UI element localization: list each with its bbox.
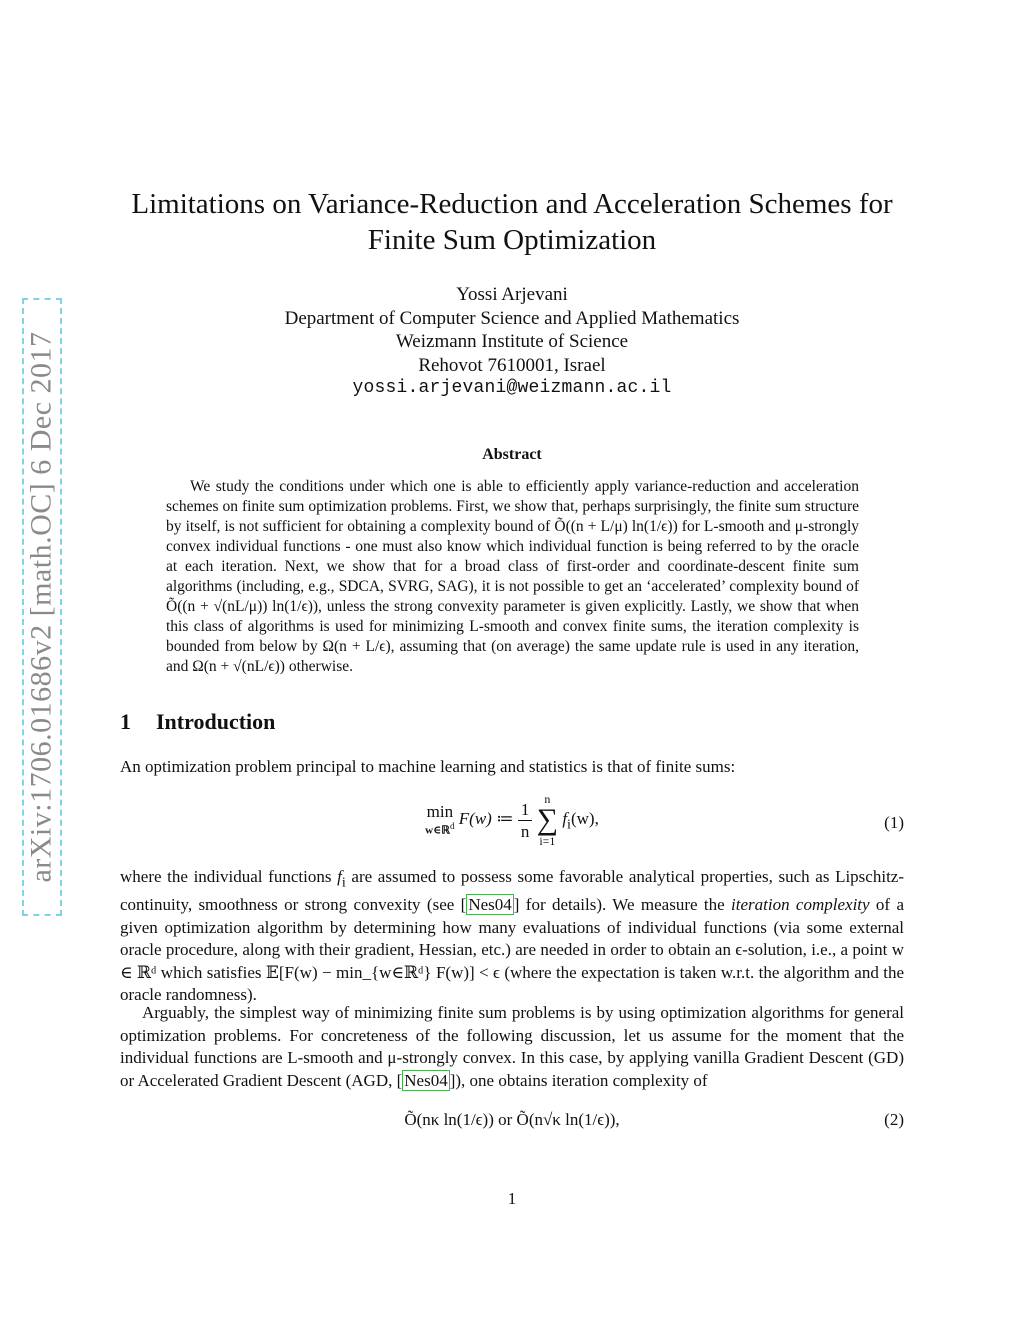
min-subscript-sup: d [449,821,455,832]
equation-1 [120,793,904,853]
author-name: Yossi Arjevani [456,284,568,305]
summand-subscript: i [567,816,571,833]
fraction-denominator: n [520,821,530,841]
sum-upper-limit: n [544,792,551,806]
citation-link[interactable]: Nes04 [404,1070,448,1090]
min-subscript-text: w∈ℝ [425,824,450,837]
p2-part-a: where the individual functions [120,867,338,886]
abstract [166,477,859,677]
intro-paragraph-1 [120,756,904,779]
author-email[interactable]: yossi.arjevani@weizmann.ac.il [352,378,672,398]
fraction-numerator: 1 [518,801,533,821]
p3-part-b: ]), one obtains iteration complexity of [449,1070,708,1090]
sum-lower-limit: i=1 [539,834,556,848]
equation-2-body: Õ(nκ ln(1/ϵ)) or Õ(n√κ ln(1/ϵ)), [404,1110,620,1129]
min-subscript [425,822,454,837]
p2-part-c: ] for details). We measure the [513,894,732,914]
paper-title [100,186,924,258]
title-line-1: Limitations on Variance-Reduction and Acceleration Schemes for [131,188,893,220]
intro-paragraph-1-text: An optimization problem principal to machine learning and statistics is that of finite sums: [120,757,736,776]
intro-paragraph-3 [120,1002,904,1092]
author-block [100,283,924,401]
p3-part-a: Arguably, the simplest way of minimizing finite sum problems is by using optimization algorithms for general optimization problems. For concreteness of the following discussion, let us assume for the moment that the individual functions are L-smooth and μ-strongly convex. In this case, by applying vanilla Gradient Descent (GD) or Accelerated Gradient Descent (AGD, [ [120,1003,904,1090]
abstract-text: We study the conditions under which one is able to efficiently apply variance-reduction and acceleration schemes on finite sum optimization problems. First, we show that, perhaps surprisingly, the finite sum structure by itself, is not sufficient for obtaining a complexity bound of Õ((n + L/μ) ln(1/ϵ)) for L-smooth and μ-strongly convex individual functions - one must also know which individual function is being referred to by the oracle at each iteration. Next, we show that for a broad class of first-order and coordinate-descent finite sum algorithms (including, e.g., SDCA, SVRG, SAG), it is not possible to get an ‘accelerated’ complexity bound of Õ((n + √(nL/μ)) ln(1/ϵ)), unless the strong convexity parameter is given explicitly. Lastly, we show that when this class of algorithms is used for minimizing L-smooth and convex finite sums, the iteration complexity is bounded from below by Ω(n + L/ϵ), assuming that (on average) the same update rule is used in any iteration, and Ω(n + √(nL/ϵ)) otherwise. [166,478,859,675]
min-operator [425,803,454,837]
p2-emphasis: iteration complexity [731,894,870,914]
equation-2 [120,1110,904,1136]
p2-function-symbol: f [337,867,342,886]
intro-paragraph-2-text [120,866,904,1007]
min-label: min [426,802,454,822]
summand-symbol: f [562,808,568,828]
summand-argument: (w), [570,808,599,828]
sigma-icon: ∑ [536,803,559,836]
arxiv-identifier[interactable]: arXiv:1706.01686v2 [math.OC] 6 Dec 2017 [25,331,59,883]
intro-paragraph-3-text [120,1002,904,1092]
objective-lhs: F(w) ≔ [458,808,514,828]
section-number: 1 [120,709,131,734]
equation-1-body [120,793,904,847]
section-heading [120,709,275,735]
p2-part-b: are assumed to possess some favorable analytical properties, such as Lipschitz-continuity, smoothness or strong convexity (see [ [120,867,904,914]
equation-1-number: (1) [884,813,904,832]
arxiv-stamp[interactable] [22,298,62,916]
abstract-heading: Abstract [482,446,542,463]
p2-function-subscript: i [341,874,346,891]
intro-paragraph-2 [120,866,904,1007]
section-title: Introduction [156,709,276,734]
author-department: Department of Computer Science and Applied Mathematics [284,307,740,329]
title-line-2: Finite Sum Optimization [367,224,657,256]
author-institute: Weizmann Institute of Science [395,331,629,352]
author-address: Rehovot 7610001, Israel [418,354,606,376]
citation-link[interactable]: Nes04 [468,894,512,914]
p2-part-d: of a given optimization algorithm by determining how many evaluations of individual functions (via some external oracle procedure, along with their gradient, Hessian, etc.) are needed in order to obtain an ϵ-solution, i.e., a point w ∈ ℝᵈ which satisfies 𝔼[F(w) − min_{w∈ℝᵈ} F(w)] < ϵ (where the expectation is taken w.r.t. the algorithm and the oracle randomness). [120,894,904,1005]
sum-operator [537,793,558,847]
page-number: 1 [507,1189,517,1208]
equation-2-number: (2) [884,1110,904,1129]
fraction [518,801,533,840]
